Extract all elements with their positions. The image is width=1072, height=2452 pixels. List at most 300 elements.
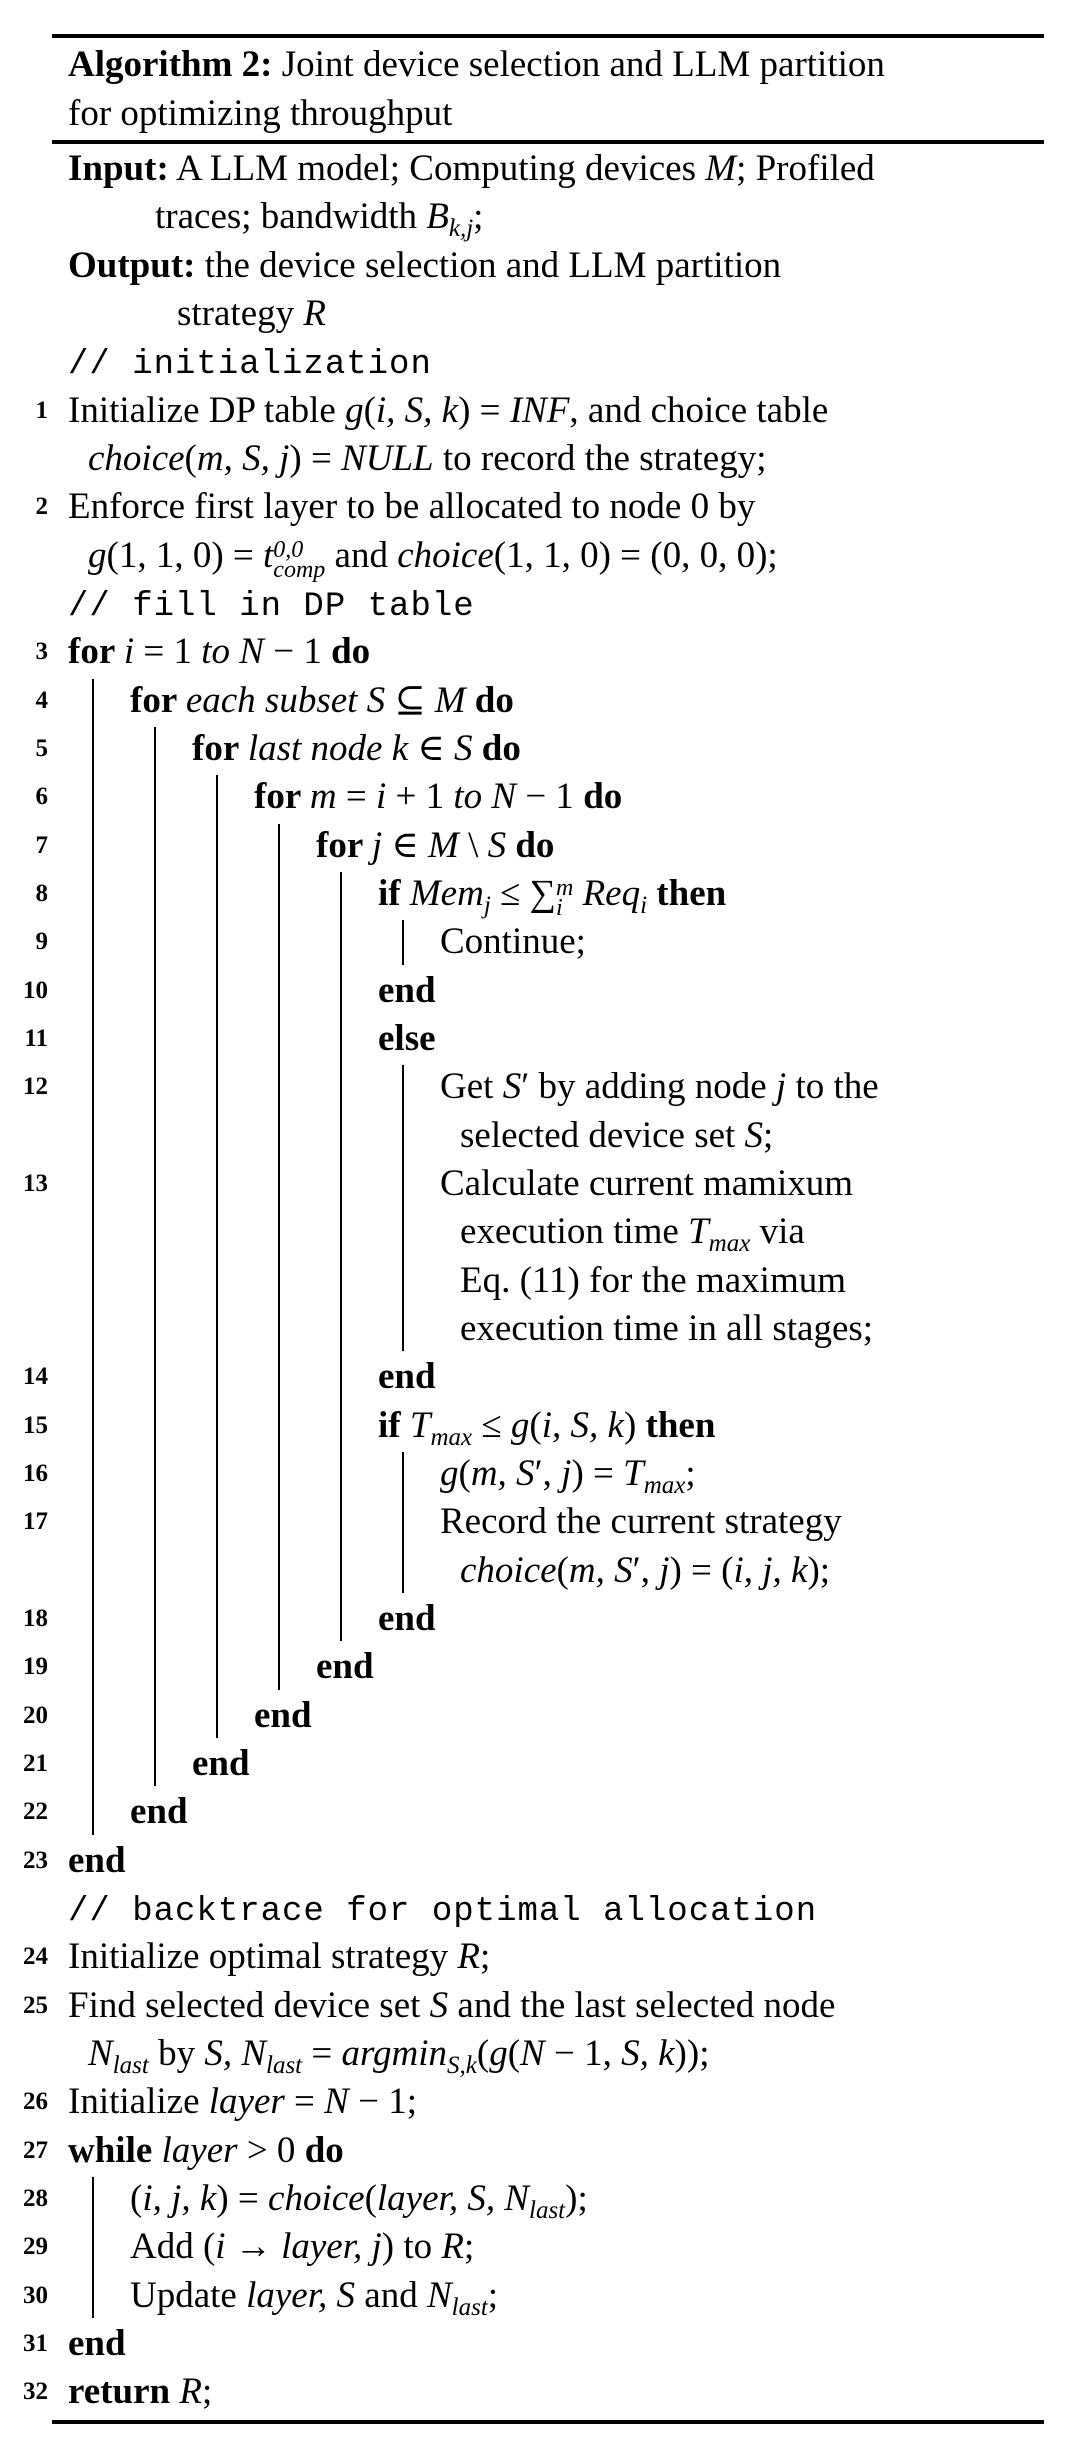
line-number: 24 [23, 1943, 48, 1971]
keyword: end [254, 1694, 312, 1736]
keyword: if [378, 872, 410, 914]
text: Record the current strategy [440, 1501, 842, 1543]
line-text [378, 967, 436, 1015]
text: ∈ [408, 727, 455, 769]
text: Initialize [68, 2081, 209, 2123]
keyword: for [130, 679, 186, 721]
keyword: do [583, 776, 623, 818]
line-text [130, 2223, 474, 2271]
line-text [68, 1885, 817, 1936]
block-indent-line [154, 727, 156, 1786]
algorithm-line [0, 870, 1072, 921]
line-number: 29 [23, 2233, 48, 2261]
line-number: 22 [23, 1798, 48, 1826]
text: ( [184, 437, 197, 479]
keyword: end [130, 1791, 188, 1833]
math-text: S [502, 1066, 522, 1108]
algorithm-line [0, 2175, 1072, 2223]
keyword: if [378, 1404, 410, 1446]
algorithm-line [0, 628, 1072, 676]
math-text: m [309, 776, 337, 818]
line-text [130, 1788, 188, 1836]
text: via [750, 1211, 805, 1253]
text: − 1 [263, 631, 332, 673]
math-text: i [375, 776, 387, 818]
algorithm-line [0, 1643, 1072, 1691]
text: ( [529, 1404, 542, 1446]
math-text: j [561, 1452, 572, 1494]
algorithm-line [0, 2223, 1072, 2271]
math-subscript: k,j [448, 215, 474, 243]
text: = [302, 2032, 342, 2074]
line-number: 14 [23, 1363, 48, 1391]
algorithm-line [0, 1837, 1072, 1885]
math-text: B [426, 196, 449, 238]
text: \ [458, 824, 488, 866]
keyword: end [192, 1742, 250, 1784]
algorithm-line [0, 1547, 1072, 1595]
algorithm-line [0, 290, 1072, 338]
math-subscript: last [529, 2196, 566, 2224]
text: Eq. (11) for the maximum [460, 1259, 847, 1301]
math-text: g [88, 534, 107, 576]
text: ′ by adding node [521, 1066, 776, 1108]
text: ′, [632, 1549, 660, 1591]
keyword: end [68, 2322, 126, 2364]
algorithm-line [0, 822, 1072, 870]
algorithm-line [0, 1450, 1072, 1498]
text: ≤ [472, 1404, 511, 1446]
bottom-rule [52, 2420, 1044, 2424]
text: ) = [571, 1452, 624, 1494]
line-number: 20 [23, 1701, 48, 1729]
text: Enforce first layer to be allocated to node 0 by [68, 486, 756, 528]
line-number: 18 [23, 1604, 48, 1632]
text: execution time in all stages; [460, 1307, 874, 1349]
math-text: S [744, 1114, 764, 1156]
line-number: 9 [35, 928, 48, 956]
text: = [284, 2081, 325, 2123]
math-text: M [428, 824, 459, 866]
algorithm-line [0, 1112, 1072, 1160]
math-text: N [324, 2081, 349, 2123]
line-number: 17 [23, 1508, 48, 1536]
text: ); [807, 1549, 831, 1591]
math-text: layer, S [246, 2274, 356, 2316]
line-text [68, 483, 755, 531]
line-number: 13 [23, 1169, 48, 1197]
text: − 1, [544, 2032, 622, 2074]
line-text [130, 677, 514, 725]
line-number: 4 [35, 686, 48, 714]
line-text [88, 435, 767, 483]
math-text: each subset S [185, 679, 386, 721]
text: , and choice table [569, 389, 829, 431]
math-subscript: max [708, 1230, 751, 1258]
keyword: for [316, 824, 372, 866]
line-text [68, 338, 432, 389]
text: ( [476, 2032, 490, 2074]
math-text: R [441, 2226, 464, 2268]
math-text: i, S, k [541, 1404, 624, 1446]
line-number: 25 [23, 1991, 48, 2019]
keyword: for [192, 727, 248, 769]
line-number: 12 [23, 1073, 48, 1101]
math-text: m, S [470, 1452, 535, 1494]
line-number: 15 [23, 1411, 48, 1439]
text: ) = ( [669, 1549, 734, 1591]
algorithm-line [0, 387, 1072, 435]
text: ( [507, 2032, 521, 2074]
math-text: Mem [409, 872, 484, 914]
line-number: 31 [23, 2329, 48, 2357]
math-text: to N [201, 631, 264, 673]
math-superscript-subscript [555, 874, 574, 921]
line-text [68, 242, 781, 290]
algorithm-line [0, 1305, 1072, 1353]
line-text [192, 1740, 250, 1788]
algorithm-line [0, 1933, 1072, 1981]
line-text [440, 1160, 853, 1208]
math-subscript: max [643, 1471, 686, 1499]
algorithm-line [0, 677, 1072, 725]
math-text: i, S, k [375, 389, 459, 431]
keyword: Output: [68, 244, 196, 286]
keyword: end [378, 1597, 436, 1639]
line-text [440, 1063, 879, 1111]
text: ≤ ∑ [490, 872, 556, 914]
text: strategy [177, 292, 304, 334]
line-number: 3 [35, 638, 48, 666]
line-number: 26 [23, 2088, 48, 2116]
math-text: M [434, 679, 466, 721]
math-text: g [510, 1404, 530, 1446]
line-number: 19 [23, 1653, 48, 1681]
line-text [68, 580, 475, 631]
text: ) = [216, 2177, 269, 2219]
algorithm-line [0, 1257, 1072, 1305]
algorithm-line [0, 580, 1072, 628]
text: Continue; [440, 921, 586, 963]
math-subscript: S,k [447, 2051, 477, 2079]
line-number: 11 [24, 1024, 48, 1052]
text: Get [440, 1066, 503, 1108]
text: ; [685, 1452, 696, 1494]
block-indent-line [402, 1452, 404, 1593]
math-text: layer, j [281, 2226, 382, 2268]
math-text: R [303, 292, 326, 334]
keyword: end [378, 1356, 436, 1398]
text: by [148, 2032, 205, 2074]
math-text: choice [460, 1549, 557, 1591]
line-text [68, 1982, 835, 2030]
math-text: m, S [568, 1549, 633, 1591]
line-text [440, 1498, 842, 1546]
block-indent-line [402, 920, 404, 964]
line-text [378, 1595, 436, 1643]
math-subscript: comp [273, 556, 326, 583]
math-superscript-subscript [273, 536, 326, 583]
line-text [254, 773, 622, 821]
algorithm-label: Algorithm 2: [68, 44, 273, 85]
algorithm-line [0, 2078, 1072, 2126]
comment: // initialization [68, 346, 432, 385]
math-subscript: i [640, 891, 648, 919]
text: ; [763, 1114, 774, 1156]
text: ( [363, 389, 376, 431]
line-number: 5 [35, 734, 48, 762]
math-subscript: last [266, 2051, 303, 2079]
math-text: R [179, 2371, 202, 2413]
line-text [378, 1015, 436, 1063]
math-text: j [775, 1066, 787, 1108]
keyword: do [506, 824, 555, 866]
line-text [460, 1305, 873, 1353]
math-text: choice [268, 2177, 365, 2219]
math-text: g [440, 1452, 459, 1494]
algorithm-line [0, 1160, 1072, 1208]
line-text [460, 1112, 773, 1160]
math-text: M [705, 148, 737, 189]
text: traces; bandwidth [155, 196, 427, 238]
algorithm-line [0, 1208, 1072, 1256]
text: and [325, 534, 398, 576]
block-indent-line [216, 775, 218, 1738]
algorithm-line [0, 2127, 1072, 2175]
line-number: 7 [35, 831, 48, 859]
text: ; [473, 196, 484, 238]
keyword: then [645, 1404, 716, 1446]
line-number: 32 [23, 2378, 48, 2406]
math-text: j [659, 1549, 670, 1591]
text: ; [480, 1936, 491, 1978]
text: ) to [381, 2226, 442, 2268]
line-number: 16 [23, 1459, 48, 1487]
math-text: i, j, k [733, 1549, 808, 1591]
math-text: t [263, 534, 274, 576]
text: = 1 [134, 631, 202, 673]
line-text [378, 1353, 436, 1401]
math-text: layer, S, N [376, 2177, 529, 2219]
math-text: INF [509, 389, 570, 431]
keyword: Input: [68, 148, 169, 189]
text: ) = [458, 389, 510, 431]
text: Find selected device set [68, 1984, 430, 2026]
block-indent-line [402, 1065, 404, 1351]
algorithm-line [0, 967, 1072, 1015]
math-text: T [623, 1452, 644, 1494]
text: − 1; [348, 2081, 417, 2123]
line-text [316, 1643, 374, 1691]
math-superscript: m [555, 874, 574, 901]
math-text: S [429, 1984, 449, 2026]
math-text: R [457, 1936, 481, 1978]
algorithm-line [0, 773, 1072, 821]
algorithm-caption-line2: for optimizing throughput [68, 93, 453, 134]
algorithm-line [0, 483, 1072, 531]
math-text: N [426, 2274, 452, 2316]
text: ′, [534, 1452, 562, 1494]
algorithm-line [0, 918, 1072, 966]
text: to record the strategy; [433, 437, 767, 479]
line-text [68, 628, 370, 676]
algorithm-line [0, 2030, 1072, 2078]
keyword: do [304, 2129, 344, 2171]
math-text: g [345, 389, 364, 431]
line-text [88, 532, 778, 583]
math-text: i, j, k [142, 2177, 217, 2219]
text: (1, 1, 0) = (0, 0, 0); [493, 534, 778, 576]
text: and [355, 2274, 427, 2316]
math-subscript: last [451, 2293, 488, 2321]
line-text [68, 2078, 417, 2126]
keyword: return [68, 2371, 180, 2413]
block-indent-line [92, 2177, 94, 2318]
text: and the last selected node [448, 1984, 836, 2026]
text: + 1 [386, 776, 454, 818]
algorithm-line [0, 1788, 1072, 1836]
keyword: for [68, 631, 124, 673]
algorithm-line [0, 1015, 1072, 1063]
math-text: m, S, j [196, 437, 290, 479]
text: ( [556, 1549, 569, 1591]
line-text [460, 1547, 830, 1595]
keyword: do [472, 727, 521, 769]
math-text: choice [88, 437, 185, 479]
keyword: end [68, 1839, 126, 1881]
algorithm-line [0, 2320, 1072, 2368]
text: ( [364, 2177, 377, 2219]
text: − 1 [516, 776, 584, 818]
text: ∈ [382, 824, 428, 866]
comment: // fill in DP table [68, 587, 475, 626]
algorithm-title-line1: Joint device selection and LLM partition [272, 44, 885, 85]
line-number: 10 [23, 976, 48, 1004]
math-text: i [215, 2226, 226, 2268]
text: Initialize optimal strategy [68, 1936, 458, 1978]
math-text: N [88, 2032, 113, 2074]
math-text: choice [397, 534, 494, 576]
math-subscript: i [555, 894, 563, 921]
keyword: for [254, 776, 310, 818]
algorithm-line [0, 1692, 1072, 1740]
math-text: layer [208, 2081, 285, 2123]
math-subscript: last [112, 2051, 149, 2079]
algorithm-line [0, 725, 1072, 773]
keyword: while [68, 2129, 162, 2171]
text: → [225, 2226, 282, 2268]
text: ; [201, 2371, 213, 2413]
text: execution time [460, 1211, 689, 1253]
line-number: 21 [23, 1749, 48, 1777]
algorithm-line [0, 1353, 1072, 1401]
text: to the [786, 1066, 879, 1108]
comment: // backtrace for optimal allocation [68, 1892, 818, 1931]
line-number: 28 [23, 2184, 48, 2212]
text: ; [464, 2226, 475, 2268]
line-number: 1 [35, 396, 48, 424]
algorithm-line [0, 1595, 1072, 1643]
algorithm-line [0, 1063, 1072, 1111]
text: ( [130, 2177, 143, 2219]
math-text: NULL [341, 437, 434, 479]
algorithm-line [0, 1740, 1072, 1788]
text: ; [487, 2274, 499, 2316]
algorithm-line [0, 2368, 1072, 2416]
algorithm-caption [68, 41, 885, 89]
block-indent-line [340, 872, 342, 1641]
text: Add ( [130, 2226, 216, 2268]
text: A LLM model; Computing devices [168, 148, 706, 189]
math-subscript: max [430, 1423, 473, 1451]
line-number: 2 [35, 493, 48, 521]
math-text: i [123, 631, 135, 673]
algorithm-line [0, 1402, 1072, 1450]
math-text: N [520, 2032, 545, 2074]
text: ⊆ [385, 679, 435, 721]
line-number: 27 [23, 2136, 48, 2164]
text: Calculate current mamixum [440, 1162, 854, 1204]
math-text: argmin [341, 2032, 448, 2074]
line-text [68, 145, 875, 193]
math-text: T [409, 1404, 431, 1446]
keyword: do [331, 631, 371, 673]
block-indent-line [92, 679, 94, 1835]
text: ); [565, 2177, 588, 2219]
line-number: 8 [35, 879, 48, 907]
text: ; Profiled [736, 148, 875, 189]
text: Initialize DP table [68, 389, 346, 431]
line-text [177, 290, 326, 338]
top-rule [52, 34, 1044, 38]
text: ( [458, 1452, 471, 1494]
math-text: Req [573, 872, 641, 914]
keyword: then [647, 872, 727, 914]
line-text [68, 2320, 126, 2368]
line-text [68, 2368, 212, 2416]
math-text: S [454, 727, 473, 769]
keyword: else [378, 1017, 436, 1059]
keyword: end [316, 1646, 374, 1688]
math-text: last node k [247, 727, 409, 769]
algorithm-line [0, 338, 1072, 386]
algorithm-line [0, 1982, 1072, 2030]
algorithm-line [0, 532, 1072, 583]
math-text: S, k [621, 2032, 675, 2074]
math-text: S [487, 824, 507, 866]
line-text [68, 1933, 490, 1981]
algorithm-line [0, 1885, 1072, 1933]
algorithm-line [0, 435, 1072, 483]
text: the device selection and LLM partition [195, 244, 782, 286]
line-text [440, 918, 586, 966]
text: Update [130, 2274, 247, 2316]
algorithm-line [0, 193, 1072, 241]
math-text: S, N [204, 2032, 266, 2074]
keyword: do [465, 679, 514, 721]
math-superscript: 0,0 [273, 536, 304, 563]
algorithm-line [0, 242, 1072, 290]
line-text [460, 1257, 846, 1305]
text: ) = [289, 437, 342, 479]
line-text [316, 822, 554, 870]
math-text: to N [453, 776, 517, 818]
math-text: j [371, 824, 383, 866]
block-indent-line [278, 824, 280, 1690]
math-text: g [489, 2032, 508, 2074]
line-number: 6 [35, 783, 48, 811]
line-number: 30 [23, 2281, 48, 2309]
